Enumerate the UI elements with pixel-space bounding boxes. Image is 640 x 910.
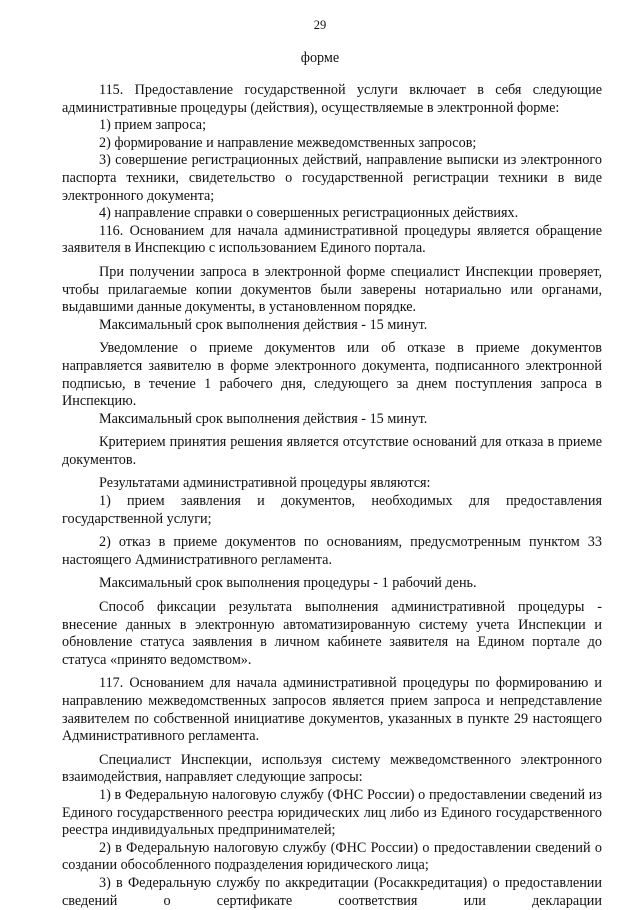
paragraph: Максимальный срок выполнения действия - 15 минут. [99,410,428,427]
list-item: 1) прием запроса; [99,117,207,134]
paragraph: Максимальный срок выполнения процедуры - 1 рабочий день. [99,575,477,592]
page-number: 29 [313,18,327,32]
list-item: 3) в Федеральную службу по аккредитации (Росаккредитация) о предоставлении сведений о сертификате соответствия или декларации [62,874,602,909]
document-body [62,82,602,910]
paragraph-116: 116. Основанием для начала административной процедуры является обращение заявителя в Инспекцию с использованием Единого портала. [62,222,602,257]
paragraph: При получении запроса в электронной форме специалист Инспекции проверяет, чтобы прилагаемые копии документов были заверены нотариально или органами, выдавшими данные документы, в установленном порядке. [62,263,602,316]
list-item: 1) в Федеральную налоговую службу (ФНС России) о предоставлении сведений из Единого государственного реестра юридических лиц либо из Единого государственного реестра индивидуальных предпринимателей; [62,786,602,839]
list-item: 3) совершение регистрационных действий, направление выписки из электронного паспорта техники, свидетельство о государственной регистрации техники в виде электронного документа; [62,152,602,204]
list-item: 4) направление справки о совершенных регистрационных действиях. [99,205,519,222]
paragraph: Специалист Инспекции, используя систему межведомственного электронного взаимодействия, направляет следующие запросы: [62,751,602,786]
paragraph-115: 115. Предоставление государственной услуги включает в себя следующие административные процедуры (действия), осуществляемые в электронной форме: [62,82,602,116]
list-item: 1) прием заявления и документов, необходимых для предоставления государственной услуги; [62,493,602,527]
paragraph-117: 117. Основанием для начала административной процедуры по формированию и направлению межведомственных запросов является прием запроса и непредставление заявителем по собственной инициативе документов, указанных в пункте 29 настоящего Административного регламента. [62,675,602,745]
paragraph: Уведомление о приеме документов или об отказе в приеме документов направляется заявителю в форме электронного документа, подписанного электронной подписью, в течение 1 рабочего дня, следующего за днем поступления запроса в Инспекцию. [62,340,602,410]
paragraph: Максимальный срок выполнения действия - 15 минут. [99,316,428,333]
list-item: 2) формирование и направление межведомственных запросов; [99,134,477,151]
paragraph: Результатами административной процедуры являются: [99,475,431,492]
paragraph: Критерием принятия решения является отсутствие оснований для отказа в приеме документов. [62,434,602,468]
continued-word: форме [300,50,340,66]
list-item: 2) в Федеральную налоговую службу (ФНС России) о предоставлении сведений о создании обособленного подразделения юридического лица; [62,839,602,874]
paragraph: Способ фиксации результата выполнения административной процедуры - внесение данных в электронную автоматизированную систему учета Инспекции и обновление статуса заявления в личном кабинете заявителя на Едином портале до статуса «принято ведомством». [62,599,602,668]
list-item: 2) отказ в приеме документов по основаниям, предусмотренным пунктом 33 настоящего Административного регламента. [62,534,602,568]
